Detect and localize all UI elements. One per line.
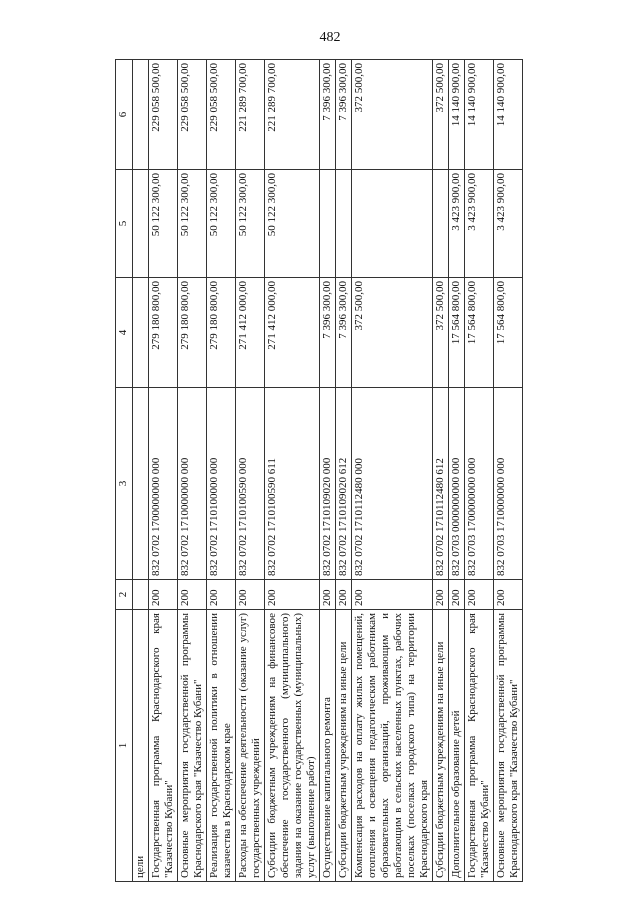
row-value-5: 50 122 300,00 xyxy=(149,170,178,278)
row-value-5 xyxy=(133,170,149,278)
row-value-6: 372 500,00 xyxy=(433,60,449,170)
header-col-4: 4 xyxy=(116,278,133,388)
row-description: Государственная программа Краснодарского края "Казачество Кубани" xyxy=(465,610,494,882)
row-col2: 200 xyxy=(265,580,320,610)
rotated-table-container xyxy=(115,60,625,882)
row-description: Компенсация расходов на оплату жилых помещений, отопления и освещения педагогическим работникам образовательных организаций, проживающим и работающим в сельских населенных пунктах, рабочих поселках (поселках городского типа) на территории Краснодарского края xyxy=(352,610,433,882)
row-description: Субсидии бюджетным учреждениям на иные цели xyxy=(336,610,352,882)
row-col2 xyxy=(133,580,149,610)
row-col2: 200 xyxy=(465,580,494,610)
row-value-5: 3 423 900,00 xyxy=(465,170,494,278)
row-value-6: 229 058 500,00 xyxy=(207,60,236,170)
table-row xyxy=(149,60,178,882)
row-description: Реализация государственной политики в отношении казачества в Краснодарском крае xyxy=(207,610,236,882)
row-value-4: 7 396 300,00 xyxy=(336,278,352,388)
table-row xyxy=(236,60,265,882)
row-col2: 200 xyxy=(207,580,236,610)
table-header xyxy=(116,60,133,882)
row-code: 832 0702 1710100590 611 xyxy=(265,388,320,580)
row-value-6: 221 289 700,00 xyxy=(236,60,265,170)
row-value-5 xyxy=(433,170,449,278)
row-value-4: 279 180 800,00 xyxy=(207,278,236,388)
row-col2: 200 xyxy=(449,580,465,610)
row-value-6: 7 396 300,00 xyxy=(320,60,336,170)
row-value-6: 229 058 500,00 xyxy=(149,60,178,170)
row-value-4: 17 564 800,00 xyxy=(449,278,465,388)
row-value-5 xyxy=(320,170,336,278)
row-value-4 xyxy=(133,278,149,388)
row-col2: 200 xyxy=(178,580,207,610)
row-value-6: 7 396 300,00 xyxy=(336,60,352,170)
row-code: 832 0702 1710000000 000 xyxy=(178,388,207,580)
row-code xyxy=(133,388,149,580)
table-row xyxy=(178,60,207,882)
table-row xyxy=(133,60,149,882)
row-code: 832 0702 1710112480 612 xyxy=(433,388,449,580)
row-code: 832 0702 1710109020 612 xyxy=(336,388,352,580)
table-row xyxy=(494,60,523,882)
table-row xyxy=(265,60,320,882)
row-col2: 200 xyxy=(336,580,352,610)
row-description: цели xyxy=(133,610,149,882)
row-value-6: 14 140 900,00 xyxy=(494,60,523,170)
row-value-4: 271 412 000,00 xyxy=(265,278,320,388)
header-col-6: 6 xyxy=(116,60,133,170)
row-col2: 200 xyxy=(494,580,523,610)
table-row xyxy=(207,60,236,882)
row-code: 832 0703 1700000000 000 xyxy=(465,388,494,580)
header-col-5: 5 xyxy=(116,170,133,278)
row-value-4: 17 564 800,00 xyxy=(465,278,494,388)
header-col-2: 2 xyxy=(116,580,133,610)
row-value-5: 50 122 300,00 xyxy=(207,170,236,278)
row-value-6 xyxy=(133,60,149,170)
row-col2: 200 xyxy=(352,580,433,610)
row-value-5: 3 423 900,00 xyxy=(449,170,465,278)
table-row xyxy=(320,60,336,882)
row-value-4: 372 500,00 xyxy=(433,278,449,388)
row-value-4: 279 180 800,00 xyxy=(178,278,207,388)
row-value-4: 271 412 000,00 xyxy=(236,278,265,388)
row-value-6: 14 140 900,00 xyxy=(465,60,494,170)
row-code: 832 0702 1710100000 000 xyxy=(207,388,236,580)
row-value-4: 7 396 300,00 xyxy=(320,278,336,388)
row-col2: 200 xyxy=(433,580,449,610)
table-row xyxy=(352,60,433,882)
row-code: 832 0702 1710100590 000 xyxy=(236,388,265,580)
row-col2: 200 xyxy=(236,580,265,610)
page-number: 482 xyxy=(319,30,341,45)
row-value-4: 372 500,00 xyxy=(352,278,433,388)
row-description: Дополнительное образование детей xyxy=(449,610,465,882)
row-value-5: 50 122 300,00 xyxy=(178,170,207,278)
row-value-5: 50 122 300,00 xyxy=(265,170,320,278)
row-code: 832 0703 0000000000 000 xyxy=(449,388,465,580)
row-col2: 200 xyxy=(149,580,178,610)
row-col2: 200 xyxy=(320,580,336,610)
row-value-5 xyxy=(352,170,433,278)
row-description: Основные мероприятия государственной программы Краснодарского края "Казачество Кубани" xyxy=(178,610,207,882)
row-value-4: 279 180 800,00 xyxy=(149,278,178,388)
row-value-6: 14 140 900,00 xyxy=(449,60,465,170)
row-description: Осуществление капитального ремонта xyxy=(320,610,336,882)
row-value-5 xyxy=(336,170,352,278)
row-description: Государственная программа Краснодарского края "Казачество Кубани" xyxy=(149,610,178,882)
row-value-5: 3 423 900,00 xyxy=(494,170,523,278)
table-row xyxy=(449,60,465,882)
row-value-5: 50 122 300,00 xyxy=(236,170,265,278)
row-description: Субсидии бюджетным учреждениям на финансовое обеспечение государственного (муниципального) задания на оказание государственных (муниципальных) услуг (выполнение работ) xyxy=(265,610,320,882)
table-row xyxy=(465,60,494,882)
row-value-6: 229 058 500,00 xyxy=(178,60,207,170)
header-col-1: 1 xyxy=(116,610,133,882)
rotated-table-sheet xyxy=(115,60,625,882)
row-description: Расходы на обеспечение деятельности (оказание услуг) государственных учреждений xyxy=(236,610,265,882)
row-value-4: 17 564 800,00 xyxy=(494,278,523,388)
row-code: 832 0702 1710112480 000 xyxy=(352,388,433,580)
table-body xyxy=(133,60,523,882)
header-row xyxy=(116,60,133,882)
row-code: 832 0702 1700000000 000 xyxy=(149,388,178,580)
budget-table xyxy=(115,59,523,882)
row-description: Субсидии бюджетным учреждениям на иные цели xyxy=(433,610,449,882)
row-value-6: 221 289 700,00 xyxy=(265,60,320,170)
row-value-6: 372 500,00 xyxy=(352,60,433,170)
table-row xyxy=(433,60,449,882)
row-code: 832 0703 1710000000 000 xyxy=(494,388,523,580)
header-col-3: 3 xyxy=(116,388,133,580)
row-code: 832 0702 1710109020 000 xyxy=(320,388,336,580)
row-description: Основные мероприятия государственной программы Краснодарского края "Казачество Кубани" xyxy=(494,610,523,882)
table-row xyxy=(336,60,352,882)
